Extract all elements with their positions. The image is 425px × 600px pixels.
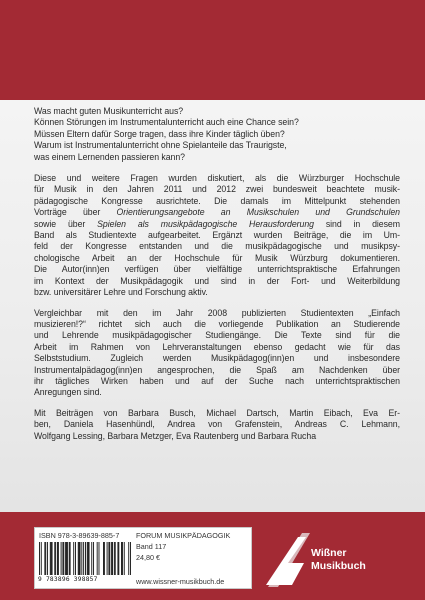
back-cover-text	[34, 106, 400, 451]
question-1: Was macht guten Musikunterricht aus?	[34, 106, 184, 116]
book-info-box	[34, 527, 252, 589]
text-line	[34, 207, 400, 218]
barcode-bar	[55, 542, 56, 575]
barcode-bar	[63, 542, 64, 575]
italic-title: Spielen als musikpädagogische Herausforderung	[97, 218, 314, 229]
barcode-bar	[67, 542, 68, 575]
barcode-bar	[39, 542, 40, 575]
barcode-bar	[103, 542, 104, 575]
barcode-bar	[109, 542, 110, 575]
barcode-bar	[97, 542, 98, 575]
barcode-bar	[112, 542, 113, 575]
text-line: für Musik in den Jahren 2011 und 2012 zwei bundesweit beachtete musik-	[34, 184, 400, 195]
barcode-bar	[47, 542, 48, 575]
text-segment: sind in diesem	[313, 218, 400, 229]
barcode-bar	[65, 542, 66, 575]
paragraph-description	[34, 173, 400, 298]
barcode-bar	[87, 542, 88, 575]
barcode-bar	[57, 542, 58, 575]
text-line: Arbeit im Rahmen von Lehrveranstaltungen ebenso gedacht wie für das	[34, 341, 400, 352]
barcode-bar	[52, 542, 53, 575]
barcode-bar	[93, 542, 94, 575]
barcode-bar	[89, 542, 90, 575]
italic-title: Orientierungsangebote an Musikschulen und Grundschulen	[116, 207, 400, 218]
logo-mark-shape	[266, 537, 306, 585]
barcode-bar	[117, 542, 118, 575]
barcode-bar	[73, 542, 74, 575]
text-line: Mit Beiträgen von Barbara Busch, Michael Dartsch, Martin Eibach, Eva Er-	[34, 407, 400, 418]
barcode-bar	[58, 542, 59, 575]
barcode-bar	[91, 542, 92, 575]
text-line: Anregungen sind.	[34, 387, 102, 398]
barcode-bar	[83, 542, 84, 575]
logo-text-line-2: Musikbuch	[311, 560, 366, 572]
text-segment: sowie über	[34, 218, 98, 229]
barcode-bar	[128, 542, 129, 575]
text-line: und Lehrende musikpädagogischer Studiengänge. Die Texte sind für die	[34, 330, 400, 341]
text-line: feld der Kongresse entstanden und die musikpädagogische und musikpsy-	[34, 241, 400, 252]
price-label: 24,80 €	[136, 553, 160, 562]
barcode-bar	[81, 542, 82, 575]
barcode-bar	[62, 542, 63, 575]
paragraph-contributors	[34, 408, 400, 442]
text-line: Instrumentalpädagog(inn)en angesprochen, die Spaß am Nachdenken über	[34, 364, 400, 375]
paragraph-audience	[34, 308, 400, 399]
barcode-bar	[111, 542, 112, 575]
barcode-bar	[66, 542, 67, 575]
text-line: Die Autor(inn)en verfügen über vielfältige unterrichtspraktische Erfahrungen	[34, 264, 400, 275]
question-4: Warum ist Instrumentalunterricht ohne Spielanteile das Traurigste,	[34, 140, 287, 151]
series-title: FORUM MUSIKPÄDAGOGIK	[136, 531, 231, 540]
question-3: Müssen Eltern dafür Sorge tragen, dass ihre Kinder täglich üben?	[34, 128, 285, 139]
question-list	[34, 106, 400, 163]
barcode-bar	[107, 542, 108, 575]
text-line: Diese und weitere Fragen wurden diskutiert, als die Würzburger Hochschule	[34, 173, 400, 184]
text-line: chologische Arbeit an der Hochschule für Musik Würzburg dokumentieren.	[34, 252, 400, 263]
text-line: bzw. universitärer Lehre und Forschung aktiv.	[34, 287, 208, 298]
barcode-bar	[99, 542, 100, 575]
text-line: Band als Studientexte aufgearbeitet. Ergänzt wurden Beiträge, die im Um-	[34, 230, 400, 241]
barcode-bar	[79, 542, 80, 575]
text-line: musizieren!?“ richtet sich auch die vorliegende Publikation an Studierende	[34, 318, 400, 329]
text-line: Vergleichbar mit den im Jahr 2008 publizierten Studientexten „Einfach	[34, 307, 400, 318]
text-segment: Vorträge über	[34, 207, 117, 218]
barcode-bar	[85, 542, 86, 575]
text-line: Selbststudium. Zugleich werden Musikpädagog(inn)en und insbesondere	[34, 353, 400, 364]
text-line	[34, 219, 400, 230]
publisher-url: www.wissner-musikbuch.de	[136, 577, 225, 586]
barcode-bar	[115, 542, 116, 575]
barcode-icon	[39, 542, 131, 575]
barcode-bar	[75, 542, 76, 575]
barcode-bar	[45, 542, 46, 575]
barcode-bar	[54, 542, 55, 575]
barcode-bar	[44, 542, 45, 575]
question-5: was einem Lernenden passieren kann?	[34, 151, 185, 162]
text-line: Wolfgang Lessing, Barbara Metzger, Eva Rautenberg und Barbara Rucha	[34, 430, 317, 441]
barcode-bar	[108, 542, 109, 575]
barcode-digits: 9 783896 398857	[38, 576, 98, 583]
barcode-bar	[104, 542, 105, 575]
barcode-bar	[124, 542, 125, 575]
barcode-bar	[88, 542, 89, 575]
barcode-bar	[51, 542, 52, 575]
barcode-bar	[122, 542, 123, 575]
barcode-bar	[78, 542, 79, 575]
barcode-bar	[80, 542, 81, 575]
barcode-bar	[121, 542, 122, 575]
question-2: Können Störungen im Instrumentalunterricht auch eine Chance sein?	[34, 117, 299, 128]
barcode-bar	[50, 542, 51, 575]
barcode-bar	[69, 542, 70, 575]
top-color-band	[0, 0, 425, 100]
isbn-label: ISBN 978-3-89639-885-7	[39, 531, 120, 540]
barcode-bar	[118, 542, 119, 575]
barcode-bar	[70, 542, 71, 575]
text-line: im Kontext der Musikpädagogik und sind in der Fort- und Weiterbildung	[34, 275, 400, 286]
barcode-bar	[61, 542, 62, 575]
barcode-bar	[41, 542, 42, 575]
logo-text-line-1: Wißner	[311, 547, 347, 559]
volume-number: Band 117	[136, 542, 167, 551]
text-line: ihr tägliches Wirken haben und auf der Suche nach unterrichtspraktischen	[34, 375, 400, 386]
text-line: pädagogische Kongresse ausrichtete. Die damals im Mittelpunkt stehenden	[34, 195, 400, 206]
barcode-bar	[130, 542, 131, 575]
barcode-bar	[114, 542, 115, 575]
text-line: ben, Daniela Hasenhündl, Andrea von Grafenstein, Andreas C. Lehmann,	[34, 419, 400, 430]
